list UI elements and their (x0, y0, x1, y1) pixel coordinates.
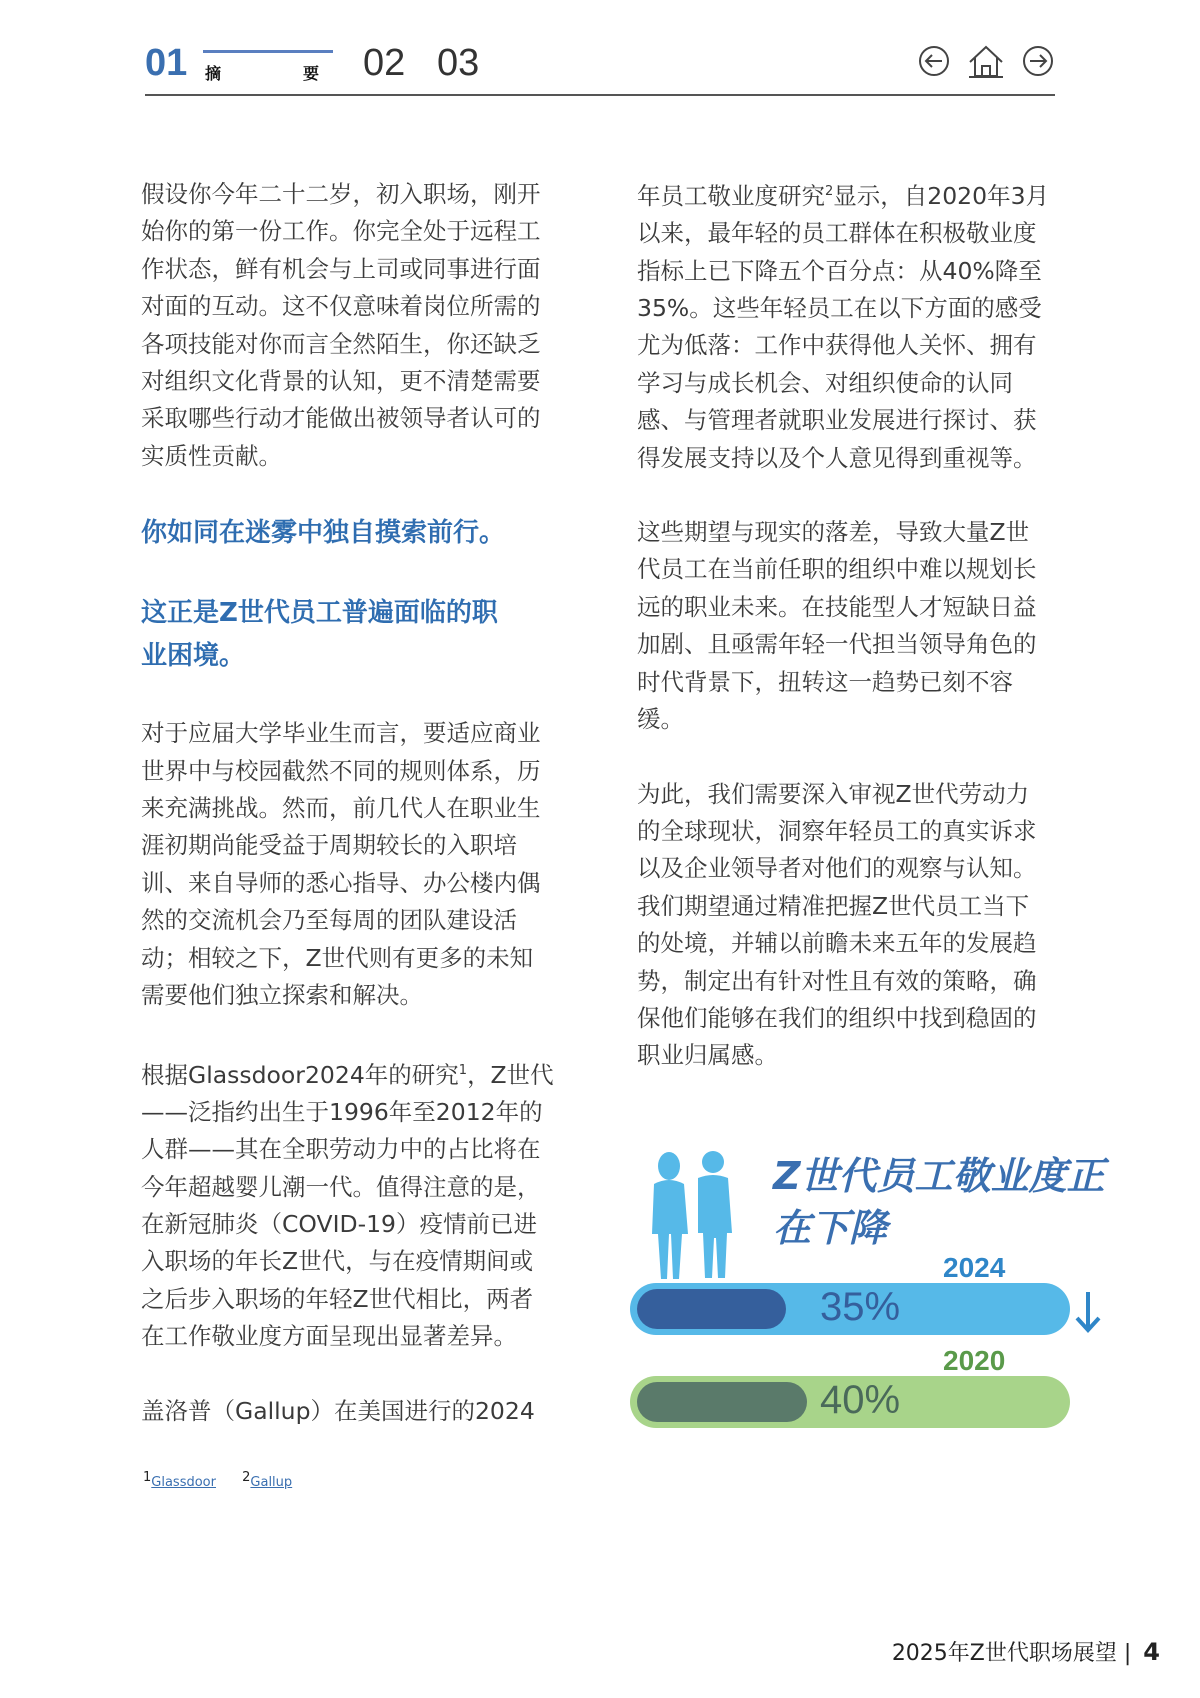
text-line: 涯初期尚能受益于周期较长的入职培 (141, 831, 517, 860)
section-03-link[interactable]: 03 (437, 42, 480, 84)
year-label-2020: 2020 (943, 1345, 1006, 1376)
graduates-paragraph (141, 715, 571, 1014)
text-line: 之后步入职场的年轻Z世代相比，两者 (141, 1284, 534, 1313)
text: ，Z世代 (467, 1060, 554, 1089)
glassdoor-paragraph (141, 1052, 571, 1356)
text-line: 始你的第一份工作。你完全处于远程工 (141, 217, 541, 246)
text-line: 假设你今年二十二岁，初入职场，刚开 (141, 180, 541, 208)
gallup-link[interactable]: Gallup (250, 1475, 293, 1491)
people-silhouette-icon (650, 1148, 740, 1283)
chart-title (773, 1150, 1105, 1254)
bar-2024 (630, 1283, 1070, 1335)
value-label-2020: 40% (820, 1378, 901, 1422)
intro-paragraph (141, 176, 571, 475)
text: 根据Glassdoor2024年的研究 (141, 1060, 459, 1089)
text-line: 的处境，并辅以前瞻未来五年的发展趋 (637, 929, 1037, 958)
bar-fill-2020 (637, 1382, 807, 1422)
right-column (637, 173, 1067, 1112)
footnote-number: 1 (143, 1470, 152, 1485)
text-line: 实质性贡献。 (141, 441, 282, 470)
text-line: 世界中与校园截然不同的规则体系，历 (141, 756, 541, 785)
gallup-paragraph (637, 173, 1067, 477)
expectation-gap-paragraph (637, 514, 1067, 738)
engagement-chart (625, 1140, 1105, 1440)
text-line: 时代背景下，扭转这一趋势已刻不容 (637, 667, 1013, 696)
text-line: 以来，最年轻的员工群体在积极敬业度 (637, 219, 1037, 248)
text-line: 来充满挑战。然而，前几代人在职业生 (141, 794, 541, 823)
text-line: 得发展支持以及个人意见得到重视等。 (637, 443, 1037, 472)
section-01-label[interactable] (203, 50, 333, 83)
highlight-heading-1 (141, 512, 571, 555)
text-line: 今年超越婴儿潮一代。值得注意的是， (141, 1172, 541, 1201)
text-line: 人群——其在全职劳动力中的占比将在 (141, 1135, 541, 1164)
text-line: 然的交流机会乃至每周的团队建设活 (141, 906, 517, 935)
section-label-a: 摘 (205, 64, 222, 83)
chart-title-line-1: Z世代员工 (773, 1154, 953, 1198)
bar-fill-2024 (637, 1289, 786, 1329)
text-line: 需要他们独立探索和解决。 (141, 981, 423, 1010)
text-line: 缓。 (637, 705, 684, 734)
previous-page-icon[interactable] (917, 44, 951, 78)
page-footer (892, 1636, 1160, 1667)
text: 年员工敬业度研究 (637, 181, 825, 210)
text-line: 业困境。 (141, 641, 246, 672)
footnote-number: 2 (242, 1470, 251, 1485)
text-line: 在新冠肺炎（COVID-19）疫情前已进 (141, 1209, 537, 1238)
footer-separator: | (1123, 1641, 1132, 1666)
gallup-paragraph-start (141, 1393, 571, 1430)
home-icon[interactable] (967, 44, 1005, 78)
text-line: 的全球现状，洞察年轻员工的真实诉求 (637, 816, 1037, 845)
section-label-b: 要 (303, 64, 320, 83)
text-line: 远的职业未来。在技能型人才短缺日益 (637, 592, 1037, 621)
next-page-icon[interactable] (1021, 44, 1055, 78)
text-line: 各项技能对你而言全然陌生，你还缺乏 (141, 329, 541, 358)
text-line: 你如同在迷雾中独自摸索前行。 (141, 518, 506, 549)
text-line: 职业归属感。 (637, 1041, 778, 1070)
text-line: 这些期望与现实的落差，导致大量Z世 (637, 518, 1030, 547)
text-line: 代员工在当前任职的组织中难以规划长 (637, 555, 1037, 584)
text-line: 以及企业领导者对他们的观察与认知。 (637, 854, 1037, 883)
highlight-heading-2 (141, 592, 571, 678)
text-line: 对面的互动。这不仅意味着岗位所需的 (141, 292, 541, 321)
section-01-number[interactable]: 01 (145, 42, 188, 84)
strategy-paragraph (637, 776, 1067, 1075)
text-line: 作状态，鲜有机会与上司或同事进行面 (141, 254, 541, 283)
text-line: 这正是Z世代员工普遍面临的职 (141, 598, 498, 629)
footnote-ref-1[interactable]: 1 (458, 1062, 468, 1078)
text-line: 对于应届大学毕业生而言，要适应商业 (141, 719, 541, 748)
text-line: 动；相较之下，Z世代则有更多的未知 (141, 943, 534, 972)
glassdoor-link[interactable]: Glassdoor (151, 1475, 216, 1491)
text-line: 感、与管理者就职业发展进行探讨、获 (637, 406, 1037, 435)
text-line: 学习与成长机会、对组织使命的认同 (637, 368, 1013, 397)
text-line: 势，制定出有针对性且有效的策略，确 (637, 966, 1037, 995)
text-line: 保他们能够在我们的组织中找到稳固的 (637, 1003, 1037, 1032)
text-line: 盖洛普（Gallup）在美国进行的2024 (141, 1396, 535, 1425)
left-column (141, 176, 571, 1467)
page-number: 4 (1143, 1638, 1160, 1666)
text-line: 入职场的年长Z世代，与在疫情期间或 (141, 1247, 534, 1276)
text-line: 我们期望通过精准把握Z世代员工当下 (637, 891, 1030, 920)
text-line: 为此，我们需要深入审视Z世代劳动力 (637, 779, 1030, 808)
text: 显示，自2020年3月 (833, 181, 1050, 210)
glassdoor-lines (141, 1094, 571, 1356)
bar-2020 (630, 1376, 1070, 1428)
value-label-2024: 35% (820, 1285, 901, 1329)
text-line: 训、来自导师的悉心指导、办公楼内偶 (141, 868, 541, 897)
down-arrow-icon (1073, 1290, 1103, 1335)
footnote-ref-2[interactable]: 2 (825, 184, 834, 199)
text-line: 尤为低落：工作中获得他人关怀、拥有 (637, 331, 1037, 360)
text-line: 采取哪些行动才能做出被领导者认可的 (141, 404, 541, 433)
section-02-link[interactable]: 02 (363, 42, 406, 84)
report-title: 2025年Z世代职场展望 (891, 1641, 1117, 1666)
text-line: 35%。这些年轻员工在以下方面的感受 (637, 294, 1042, 323)
page-header (145, 36, 1055, 96)
text-line: 加剧、且亟需年轻一代担当领导角色的 (637, 630, 1037, 659)
text-line: ——泛指约出生于1996年至2012年的 (141, 1097, 543, 1126)
footnotes (143, 1470, 314, 1490)
year-label-2024: 2024 (943, 1252, 1006, 1283)
text-line: 在工作敬业度方面呈现出显著差异。 (141, 1322, 517, 1351)
chart-title-line-2: 敬业度正在下降 (773, 1154, 1105, 1250)
text-line: 对组织文化背景的认知，更不清楚需要 (141, 367, 541, 396)
text-line: 指标上已下降五个百分点：从40%降至 (637, 256, 1042, 285)
gallup-lines (637, 215, 1067, 477)
